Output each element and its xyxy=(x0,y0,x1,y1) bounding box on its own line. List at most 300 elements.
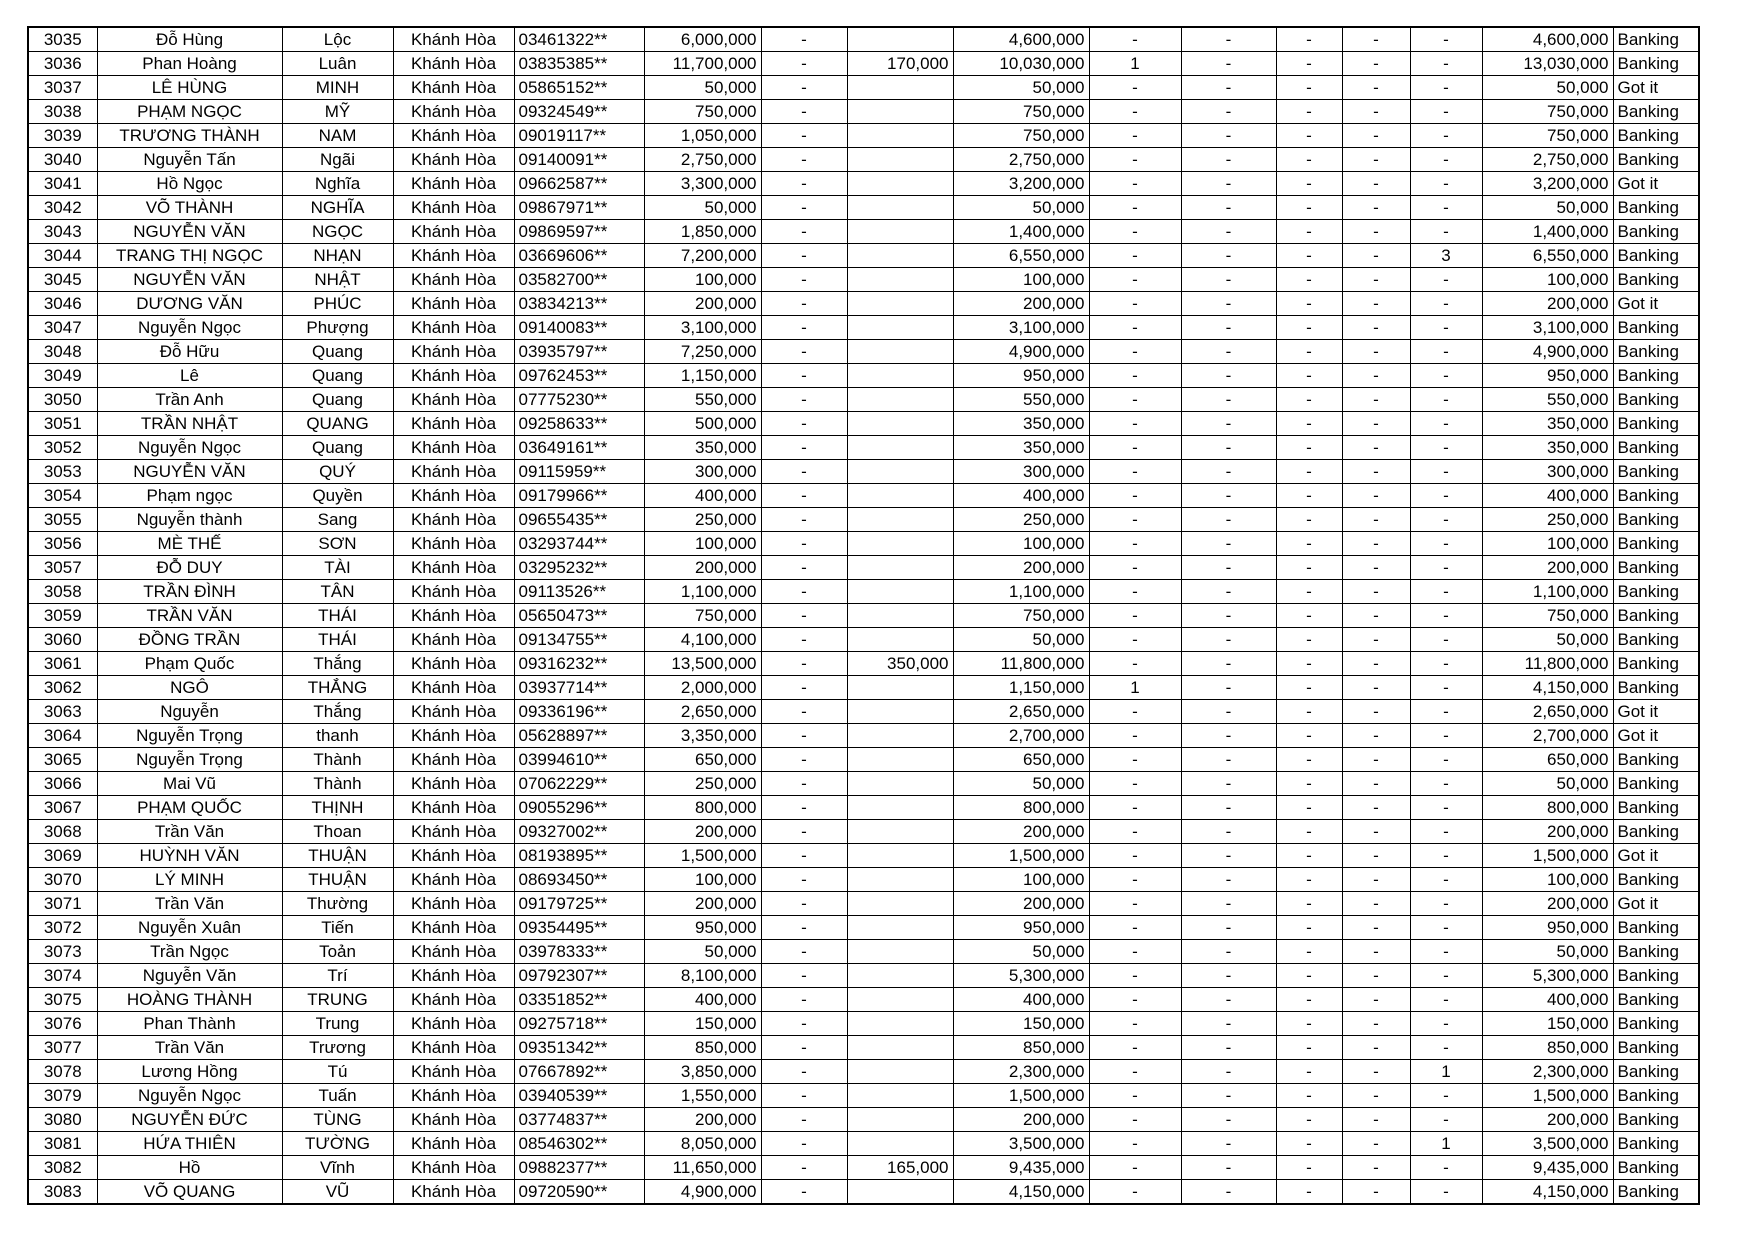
cell-total: 50,000 xyxy=(1482,628,1613,652)
cell-payment-method: Banking xyxy=(1613,628,1699,652)
table-body xyxy=(28,27,1699,1204)
cell-col-dash-3: - xyxy=(1276,388,1342,412)
cell-amount: 100,000 xyxy=(644,268,761,292)
cell-phone: 09354495** xyxy=(514,916,644,940)
cell-paid: 350,000 xyxy=(953,412,1089,436)
cell-col-dash-1: - xyxy=(761,124,847,148)
cell-payment-method: Banking xyxy=(1613,316,1699,340)
cell-paid: 3,100,000 xyxy=(953,316,1089,340)
cell-count-2: - xyxy=(1410,556,1482,580)
cell-count-2: - xyxy=(1410,52,1482,76)
cell-amount: 50,000 xyxy=(644,76,761,100)
cell-col-dash-2: - xyxy=(1181,100,1276,124)
cell-col-dash-3: - xyxy=(1276,556,1342,580)
cell-paid: 100,000 xyxy=(953,532,1089,556)
cell-row-number: 3071 xyxy=(28,892,97,916)
cell-phone: 03834213** xyxy=(514,292,644,316)
cell-col-dash-2: - xyxy=(1181,412,1276,436)
cell-payment-method: Banking xyxy=(1613,964,1699,988)
table-row xyxy=(28,52,1699,76)
cell-col-dash-4: - xyxy=(1342,604,1410,628)
cell-col-dash-2: - xyxy=(1181,484,1276,508)
cell-first-name: TRUNG xyxy=(282,988,393,1012)
cell-col-dash-4: - xyxy=(1342,196,1410,220)
cell-province: Khánh Hòa xyxy=(393,940,514,964)
cell-col-dash-1: - xyxy=(761,388,847,412)
cell-count-1: - xyxy=(1089,628,1181,652)
cell-col-dash-3: - xyxy=(1276,772,1342,796)
cell-count-1: - xyxy=(1089,1036,1181,1060)
cell-paid: 100,000 xyxy=(953,868,1089,892)
table-row xyxy=(28,1108,1699,1132)
cell-last-name: Trần Văn xyxy=(97,1036,282,1060)
cell-province: Khánh Hòa xyxy=(393,652,514,676)
cell-count-1: - xyxy=(1089,820,1181,844)
cell-count-2: - xyxy=(1410,124,1482,148)
cell-row-number: 3045 xyxy=(28,268,97,292)
cell-province: Khánh Hòa xyxy=(393,268,514,292)
cell-col-dash-1: - xyxy=(761,604,847,628)
cell-first-name: Trí xyxy=(282,964,393,988)
cell-col-dash-4: - xyxy=(1342,1108,1410,1132)
table-row xyxy=(28,460,1699,484)
cell-bonus xyxy=(847,124,953,148)
cell-col-dash-1: - xyxy=(761,76,847,100)
cell-amount: 100,000 xyxy=(644,868,761,892)
cell-last-name: TRANG THỊ NGỌC xyxy=(97,244,282,268)
cell-province: Khánh Hòa xyxy=(393,964,514,988)
cell-first-name: Sang xyxy=(282,508,393,532)
cell-col-dash-3: - xyxy=(1276,196,1342,220)
cell-payment-method: Banking xyxy=(1613,652,1699,676)
cell-bonus xyxy=(847,316,953,340)
cell-col-dash-3: - xyxy=(1276,172,1342,196)
cell-province: Khánh Hòa xyxy=(393,1108,514,1132)
cell-phone: 09179966** xyxy=(514,484,644,508)
cell-col-dash-2: - xyxy=(1181,1156,1276,1180)
cell-bonus: 350,000 xyxy=(847,652,953,676)
cell-count-2: - xyxy=(1410,700,1482,724)
cell-col-dash-3: - xyxy=(1276,892,1342,916)
cell-row-number: 3053 xyxy=(28,460,97,484)
cell-count-2: - xyxy=(1410,484,1482,508)
cell-count-1: - xyxy=(1089,868,1181,892)
table-row xyxy=(28,892,1699,916)
cell-count-1: - xyxy=(1089,844,1181,868)
cell-bonus xyxy=(847,364,953,388)
table-row xyxy=(28,364,1699,388)
cell-last-name: HỨA THIÊN xyxy=(97,1132,282,1156)
cell-amount: 750,000 xyxy=(644,100,761,124)
table-row xyxy=(28,724,1699,748)
cell-first-name: Trương xyxy=(282,1036,393,1060)
cell-total: 200,000 xyxy=(1482,1108,1613,1132)
cell-amount: 13,500,000 xyxy=(644,652,761,676)
cell-last-name: Nguyễn Ngọc xyxy=(97,436,282,460)
cell-col-dash-1: - xyxy=(761,988,847,1012)
cell-col-dash-1: - xyxy=(761,100,847,124)
cell-phone: 09882377** xyxy=(514,1156,644,1180)
cell-col-dash-3: - xyxy=(1276,748,1342,772)
cell-col-dash-2: - xyxy=(1181,1060,1276,1084)
cell-col-dash-3: - xyxy=(1276,580,1342,604)
cell-payment-method: Banking xyxy=(1613,1180,1699,1205)
cell-total: 550,000 xyxy=(1482,388,1613,412)
cell-phone: 09720590** xyxy=(514,1180,644,1205)
cell-payment-method: Banking xyxy=(1613,604,1699,628)
cell-phone: 08193895** xyxy=(514,844,644,868)
cell-col-dash-1: - xyxy=(761,316,847,340)
cell-count-2: - xyxy=(1410,748,1482,772)
cell-col-dash-1: - xyxy=(761,772,847,796)
cell-province: Khánh Hòa xyxy=(393,892,514,916)
cell-phone: 09792307** xyxy=(514,964,644,988)
cell-count-1: - xyxy=(1089,916,1181,940)
cell-count-1: - xyxy=(1089,1180,1181,1205)
cell-col-dash-1: - xyxy=(761,1108,847,1132)
cell-bonus xyxy=(847,628,953,652)
cell-total: 4,600,000 xyxy=(1482,27,1613,52)
cell-first-name: Quang xyxy=(282,364,393,388)
cell-col-dash-4: - xyxy=(1342,1036,1410,1060)
table-row xyxy=(28,340,1699,364)
cell-phone: 09055296** xyxy=(514,796,644,820)
cell-amount: 750,000 xyxy=(644,604,761,628)
cell-count-1: - xyxy=(1089,268,1181,292)
cell-total: 100,000 xyxy=(1482,268,1613,292)
cell-col-dash-1: - xyxy=(761,868,847,892)
cell-col-dash-3: - xyxy=(1276,1108,1342,1132)
cell-total: 400,000 xyxy=(1482,988,1613,1012)
cell-payment-method: Banking xyxy=(1613,868,1699,892)
cell-amount: 8,050,000 xyxy=(644,1132,761,1156)
cell-paid: 1,400,000 xyxy=(953,220,1089,244)
cell-row-number: 3069 xyxy=(28,844,97,868)
cell-count-1: - xyxy=(1089,1108,1181,1132)
cell-phone: 09867971** xyxy=(514,196,644,220)
cell-amount: 950,000 xyxy=(644,916,761,940)
cell-paid: 200,000 xyxy=(953,820,1089,844)
cell-bonus xyxy=(847,700,953,724)
cell-last-name: PHẠM NGỌC xyxy=(97,100,282,124)
cell-phone: 03461322** xyxy=(514,27,644,52)
cell-col-dash-2: - xyxy=(1181,436,1276,460)
cell-total: 50,000 xyxy=(1482,940,1613,964)
cell-payment-method: Banking xyxy=(1613,532,1699,556)
cell-payment-method: Banking xyxy=(1613,340,1699,364)
cell-total: 750,000 xyxy=(1482,124,1613,148)
cell-col-dash-2: - xyxy=(1181,148,1276,172)
cell-payment-method: Banking xyxy=(1613,580,1699,604)
cell-total: 4,150,000 xyxy=(1482,1180,1613,1205)
cell-total: 2,750,000 xyxy=(1482,148,1613,172)
cell-bonus xyxy=(847,724,953,748)
cell-col-dash-3: - xyxy=(1276,340,1342,364)
cell-total: 9,435,000 xyxy=(1482,1156,1613,1180)
cell-province: Khánh Hòa xyxy=(393,628,514,652)
cell-amount: 1,150,000 xyxy=(644,364,761,388)
cell-bonus: 165,000 xyxy=(847,1156,953,1180)
cell-payment-method: Banking xyxy=(1613,412,1699,436)
cell-first-name: Ngãi xyxy=(282,148,393,172)
table-row xyxy=(28,268,1699,292)
cell-bonus xyxy=(847,100,953,124)
cell-count-2: - xyxy=(1410,820,1482,844)
cell-bonus xyxy=(847,172,953,196)
cell-first-name: Thành xyxy=(282,772,393,796)
cell-col-dash-3: - xyxy=(1276,964,1342,988)
cell-total: 1,500,000 xyxy=(1482,1084,1613,1108)
cell-phone: 03295232** xyxy=(514,556,644,580)
cell-amount: 200,000 xyxy=(644,1108,761,1132)
cell-row-number: 3035 xyxy=(28,27,97,52)
cell-province: Khánh Hòa xyxy=(393,724,514,748)
cell-count-1: - xyxy=(1089,508,1181,532)
cell-col-dash-2: - xyxy=(1181,1084,1276,1108)
cell-col-dash-2: - xyxy=(1181,796,1276,820)
cell-col-dash-4: - xyxy=(1342,700,1410,724)
cell-col-dash-2: - xyxy=(1181,820,1276,844)
cell-col-dash-3: - xyxy=(1276,988,1342,1012)
cell-count-2: - xyxy=(1410,1108,1482,1132)
cell-last-name: Lê xyxy=(97,364,282,388)
cell-paid: 300,000 xyxy=(953,460,1089,484)
cell-payment-method: Banking xyxy=(1613,1036,1699,1060)
cell-last-name: Hồ xyxy=(97,1156,282,1180)
cell-province: Khánh Hòa xyxy=(393,244,514,268)
cell-payment-method: Banking xyxy=(1613,556,1699,580)
cell-col-dash-4: - xyxy=(1342,1132,1410,1156)
cell-count-1: - xyxy=(1089,796,1181,820)
cell-bonus xyxy=(847,220,953,244)
cell-phone: 09275718** xyxy=(514,1012,644,1036)
cell-amount: 850,000 xyxy=(644,1036,761,1060)
cell-col-dash-2: - xyxy=(1181,940,1276,964)
cell-first-name: THÁI xyxy=(282,628,393,652)
cell-phone: 07062229** xyxy=(514,772,644,796)
cell-first-name: MỸ xyxy=(282,100,393,124)
cell-col-dash-4: - xyxy=(1342,412,1410,436)
cell-row-number: 3037 xyxy=(28,76,97,100)
cell-row-number: 3073 xyxy=(28,940,97,964)
cell-count-2: - xyxy=(1410,724,1482,748)
cell-count-1: - xyxy=(1089,940,1181,964)
table-row xyxy=(28,820,1699,844)
cell-payment-method: Banking xyxy=(1613,124,1699,148)
cell-col-dash-3: - xyxy=(1276,724,1342,748)
cell-count-2: - xyxy=(1410,364,1482,388)
cell-col-dash-2: - xyxy=(1181,52,1276,76)
cell-col-dash-4: - xyxy=(1342,148,1410,172)
cell-phone: 05865152** xyxy=(514,76,644,100)
cell-last-name: NGUYỄN VĂN xyxy=(97,460,282,484)
table-row xyxy=(28,124,1699,148)
cell-last-name: MÈ THẾ xyxy=(97,532,282,556)
cell-payment-method: Banking xyxy=(1613,1060,1699,1084)
cell-total: 300,000 xyxy=(1482,460,1613,484)
cell-col-dash-4: - xyxy=(1342,340,1410,364)
cell-col-dash-2: - xyxy=(1181,1180,1276,1205)
cell-count-2: - xyxy=(1410,916,1482,940)
cell-col-dash-3: - xyxy=(1276,1156,1342,1180)
cell-total: 150,000 xyxy=(1482,1012,1613,1036)
cell-count-1: 1 xyxy=(1089,52,1181,76)
cell-bonus xyxy=(847,1012,953,1036)
cell-col-dash-4: - xyxy=(1342,100,1410,124)
cell-col-dash-2: - xyxy=(1181,892,1276,916)
cell-province: Khánh Hòa xyxy=(393,1012,514,1036)
table-row xyxy=(28,772,1699,796)
cell-row-number: 3068 xyxy=(28,820,97,844)
table-row xyxy=(28,676,1699,700)
cell-col-dash-4: - xyxy=(1342,460,1410,484)
table-row xyxy=(28,916,1699,940)
cell-phone: 09351342** xyxy=(514,1036,644,1060)
cell-total: 200,000 xyxy=(1482,292,1613,316)
cell-amount: 150,000 xyxy=(644,1012,761,1036)
cell-phone: 03978333** xyxy=(514,940,644,964)
cell-last-name: Lương Hồng xyxy=(97,1060,282,1084)
cell-count-2: - xyxy=(1410,172,1482,196)
cell-last-name: Nguyễn Trọng xyxy=(97,724,282,748)
cell-payment-method: Banking xyxy=(1613,27,1699,52)
cell-row-number: 3067 xyxy=(28,796,97,820)
table-row xyxy=(28,388,1699,412)
cell-amount: 1,500,000 xyxy=(644,844,761,868)
cell-paid: 950,000 xyxy=(953,916,1089,940)
cell-phone: 03994610** xyxy=(514,748,644,772)
cell-col-dash-4: - xyxy=(1342,868,1410,892)
cell-phone: 03935797** xyxy=(514,340,644,364)
cell-total: 13,030,000 xyxy=(1482,52,1613,76)
cell-province: Khánh Hòa xyxy=(393,1084,514,1108)
cell-col-dash-3: - xyxy=(1276,868,1342,892)
cell-total: 3,500,000 xyxy=(1482,1132,1613,1156)
cell-payment-method: Banking xyxy=(1613,148,1699,172)
cell-col-dash-1: - xyxy=(761,244,847,268)
cell-row-number: 3055 xyxy=(28,508,97,532)
cell-col-dash-1: - xyxy=(761,508,847,532)
cell-row-number: 3059 xyxy=(28,604,97,628)
cell-col-dash-1: - xyxy=(761,1156,847,1180)
cell-bonus xyxy=(847,412,953,436)
cell-row-number: 3048 xyxy=(28,340,97,364)
cell-province: Khánh Hòa xyxy=(393,292,514,316)
cell-col-dash-4: - xyxy=(1342,748,1410,772)
cell-payment-method: Banking xyxy=(1613,772,1699,796)
cell-phone: 09258633** xyxy=(514,412,644,436)
cell-col-dash-1: - xyxy=(761,1036,847,1060)
cell-bonus xyxy=(847,556,953,580)
cell-count-1: - xyxy=(1089,556,1181,580)
cell-col-dash-2: - xyxy=(1181,388,1276,412)
cell-col-dash-2: - xyxy=(1181,700,1276,724)
cell-col-dash-3: - xyxy=(1276,700,1342,724)
cell-total: 5,300,000 xyxy=(1482,964,1613,988)
cell-col-dash-3: - xyxy=(1276,292,1342,316)
cell-payment-method: Banking xyxy=(1613,244,1699,268)
cell-bonus xyxy=(847,844,953,868)
cell-col-dash-4: - xyxy=(1342,316,1410,340)
cell-first-name: PHÚC xyxy=(282,292,393,316)
cell-count-1: - xyxy=(1089,148,1181,172)
cell-last-name: TRẦN NHẬT xyxy=(97,412,282,436)
cell-payment-method: Got it xyxy=(1613,892,1699,916)
cell-phone: 05650473** xyxy=(514,604,644,628)
cell-count-2: - xyxy=(1410,604,1482,628)
cell-paid: 4,150,000 xyxy=(953,1180,1089,1205)
cell-total: 200,000 xyxy=(1482,820,1613,844)
cell-col-dash-3: - xyxy=(1276,508,1342,532)
cell-bonus xyxy=(847,1180,953,1205)
cell-count-2: - xyxy=(1410,460,1482,484)
cell-province: Khánh Hòa xyxy=(393,364,514,388)
cell-paid: 100,000 xyxy=(953,268,1089,292)
cell-amount: 300,000 xyxy=(644,460,761,484)
cell-col-dash-4: - xyxy=(1342,76,1410,100)
cell-amount: 100,000 xyxy=(644,532,761,556)
cell-col-dash-4: - xyxy=(1342,124,1410,148)
cell-province: Khánh Hòa xyxy=(393,220,514,244)
cell-paid: 50,000 xyxy=(953,196,1089,220)
cell-row-number: 3066 xyxy=(28,772,97,796)
cell-count-1: - xyxy=(1089,388,1181,412)
cell-col-dash-1: - xyxy=(761,1084,847,1108)
cell-count-2: - xyxy=(1410,316,1482,340)
cell-row-number: 3083 xyxy=(28,1180,97,1205)
cell-count-1: - xyxy=(1089,652,1181,676)
cell-total: 350,000 xyxy=(1482,412,1613,436)
cell-col-dash-4: - xyxy=(1342,268,1410,292)
cell-bonus xyxy=(847,1036,953,1060)
cell-bonus xyxy=(847,580,953,604)
cell-col-dash-2: - xyxy=(1181,220,1276,244)
cell-last-name: Nguyễn Trọng xyxy=(97,748,282,772)
cell-first-name: QUÝ xyxy=(282,460,393,484)
cell-phone: 09134755** xyxy=(514,628,644,652)
cell-row-number: 3050 xyxy=(28,388,97,412)
cell-row-number: 3072 xyxy=(28,916,97,940)
cell-bonus xyxy=(847,772,953,796)
cell-count-1: - xyxy=(1089,532,1181,556)
cell-col-dash-3: - xyxy=(1276,484,1342,508)
cell-amount: 2,000,000 xyxy=(644,676,761,700)
cell-phone: 03351852** xyxy=(514,988,644,1012)
cell-last-name: Trần Anh xyxy=(97,388,282,412)
cell-col-dash-4: - xyxy=(1342,820,1410,844)
table-row xyxy=(28,1132,1699,1156)
cell-col-dash-3: - xyxy=(1276,604,1342,628)
cell-col-dash-2: - xyxy=(1181,772,1276,796)
cell-phone: 03937714** xyxy=(514,676,644,700)
cell-last-name: TRƯƠNG THÀNH xyxy=(97,124,282,148)
cell-first-name: Thắng xyxy=(282,652,393,676)
table-row xyxy=(28,556,1699,580)
cell-col-dash-3: - xyxy=(1276,916,1342,940)
table-row xyxy=(28,172,1699,196)
cell-province: Khánh Hòa xyxy=(393,388,514,412)
cell-first-name: Tiến xyxy=(282,916,393,940)
cell-row-number: 3064 xyxy=(28,724,97,748)
cell-total: 950,000 xyxy=(1482,916,1613,940)
cell-payment-method: Banking xyxy=(1613,268,1699,292)
cell-first-name: thanh xyxy=(282,724,393,748)
cell-col-dash-4: - xyxy=(1342,292,1410,316)
cell-paid: 750,000 xyxy=(953,604,1089,628)
cell-col-dash-1: - xyxy=(761,172,847,196)
cell-first-name: Toản xyxy=(282,940,393,964)
cell-total: 100,000 xyxy=(1482,868,1613,892)
